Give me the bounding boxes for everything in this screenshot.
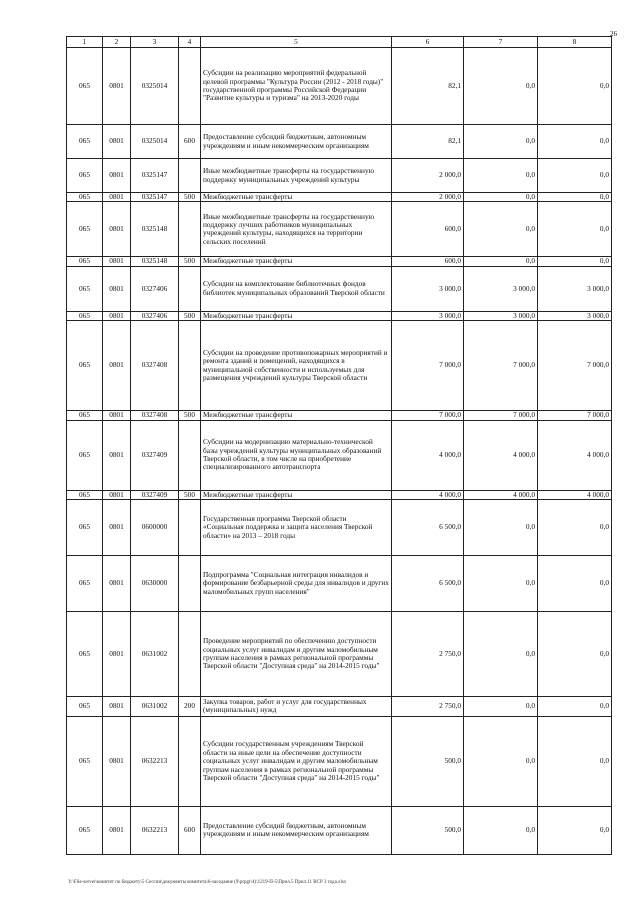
cell-v7: 0,0 bbox=[464, 125, 538, 159]
cell-c4: 200 bbox=[179, 696, 201, 716]
cell-v6: 500,0 bbox=[392, 806, 464, 854]
cell-c1: 065 bbox=[67, 806, 103, 854]
cell-v7: 7 000,0 bbox=[464, 321, 538, 411]
table-row bbox=[67, 499, 612, 555]
cell-c4: 500 bbox=[179, 411, 201, 420]
cell-desc: Субсидии государственным учреждениям Тверской области на иные цели на обеспечение доступности социальных услуг инвалидам и другим маломобильным группам населения в рамках региональной программы Тверской области "Доступная среда" на 2014-2015 годы" bbox=[201, 716, 392, 806]
cell-c4: 500 bbox=[179, 257, 201, 266]
cell-c2: 0801 bbox=[103, 311, 131, 320]
cell-v8: 0,0 bbox=[538, 499, 612, 555]
cell-v7: 0,0 bbox=[464, 611, 538, 696]
cell-c1: 065 bbox=[67, 611, 103, 696]
header-row bbox=[67, 37, 612, 48]
cell-c2: 0801 bbox=[103, 193, 131, 202]
header-cell: 8 bbox=[538, 37, 612, 48]
cell-c3: 0325147 bbox=[131, 193, 179, 202]
header-cell: 2 bbox=[103, 37, 131, 48]
cell-c1: 065 bbox=[67, 696, 103, 716]
cell-c3: 0327408 bbox=[131, 321, 179, 411]
cell-c1: 065 bbox=[67, 321, 103, 411]
cell-c3: 0327408 bbox=[131, 411, 179, 420]
header-cell: 5 bbox=[201, 37, 392, 48]
cell-c2: 0801 bbox=[103, 420, 131, 490]
cell-c4 bbox=[179, 555, 201, 611]
cell-c2: 0801 bbox=[103, 806, 131, 854]
cell-v8: 0,0 bbox=[538, 555, 612, 611]
cell-c2: 0801 bbox=[103, 159, 131, 193]
table-row bbox=[67, 555, 612, 611]
cell-v6: 500,0 bbox=[392, 716, 464, 806]
cell-c4 bbox=[179, 266, 201, 311]
table-row bbox=[67, 257, 612, 266]
cell-c2: 0801 bbox=[103, 48, 131, 125]
cell-c4 bbox=[179, 420, 201, 490]
cell-c4: 500 bbox=[179, 193, 201, 202]
cell-c4 bbox=[179, 499, 201, 555]
cell-c1: 065 bbox=[67, 257, 103, 266]
cell-v7: 0,0 bbox=[464, 716, 538, 806]
cell-c2: 0801 bbox=[103, 499, 131, 555]
page-number: 26 bbox=[610, 30, 617, 38]
cell-desc: Субсидии на комплектование библиотечных фондов библиотек муниципальных образований Тверской области bbox=[201, 266, 392, 311]
table-row bbox=[67, 48, 612, 125]
cell-v6: 7 000,0 bbox=[392, 321, 464, 411]
cell-v6: 600,0 bbox=[392, 257, 464, 266]
cell-desc: Государственная программа Тверской области «Социальная поддержка и защита населения Тверской области» на 2013 – 2018 годы bbox=[201, 499, 392, 555]
cell-v6: 7 000,0 bbox=[392, 411, 464, 420]
cell-v8: 0,0 bbox=[538, 48, 612, 125]
cell-v7: 4 000,0 bbox=[464, 490, 538, 499]
cell-c1: 065 bbox=[67, 716, 103, 806]
cell-v7: 0,0 bbox=[464, 159, 538, 193]
cell-desc: Межбюджетные трансферты bbox=[201, 490, 392, 499]
cell-v8: 3 000,0 bbox=[538, 266, 612, 311]
cell-c3: 0630000 bbox=[131, 555, 179, 611]
cell-c1: 065 bbox=[67, 125, 103, 159]
file-path-footer: Y:\File-server\комитет по бюджету\5 Сессии\документы комитета\6-заседание (9\prpgr\4)\1219-П-5\Прил.5 Прил.11 ВСР 3 года.xlsx bbox=[68, 880, 347, 885]
cell-v6: 82,1 bbox=[392, 48, 464, 125]
cell-desc: Иные межбюджетные трансферты на государственную поддержку лучших работников муниципальных учреждений культуры, находящихся на территории сельских поселений bbox=[201, 202, 392, 257]
cell-c2: 0801 bbox=[103, 696, 131, 716]
table-row bbox=[67, 420, 612, 490]
cell-c1: 065 bbox=[67, 193, 103, 202]
cell-c2: 0801 bbox=[103, 202, 131, 257]
cell-v8: 0,0 bbox=[538, 125, 612, 159]
cell-c2: 0801 bbox=[103, 257, 131, 266]
cell-v8: 7 000,0 bbox=[538, 411, 612, 420]
header-cell: 6 bbox=[392, 37, 464, 48]
cell-v7: 7 000,0 bbox=[464, 411, 538, 420]
cell-c3: 0325148 bbox=[131, 202, 179, 257]
cell-c1: 065 bbox=[67, 266, 103, 311]
cell-c4 bbox=[179, 48, 201, 125]
table-row bbox=[67, 490, 612, 499]
cell-v8: 0,0 bbox=[538, 193, 612, 202]
cell-c4 bbox=[179, 321, 201, 411]
cell-c3: 0325014 bbox=[131, 125, 179, 159]
cell-desc: Межбюджетные трансферты bbox=[201, 193, 392, 202]
table-row bbox=[67, 193, 612, 202]
table-row bbox=[67, 716, 612, 806]
cell-desc: Предоставление субсидий бюджетным, автономным учреждениям и иным некоммерческим организациям bbox=[201, 125, 392, 159]
cell-desc: Иные межбюджетные трансферты на государственную поддержку муниципальных учреждений культуры bbox=[201, 159, 392, 193]
cell-v6: 82,1 bbox=[392, 125, 464, 159]
cell-c4: 500 bbox=[179, 490, 201, 499]
table-row bbox=[67, 806, 612, 854]
cell-c2: 0801 bbox=[103, 266, 131, 311]
cell-c3: 0327409 bbox=[131, 490, 179, 499]
table-row bbox=[67, 125, 612, 159]
cell-c3: 0632213 bbox=[131, 806, 179, 854]
cell-v6: 4 000,0 bbox=[392, 420, 464, 490]
cell-c3: 0631002 bbox=[131, 696, 179, 716]
cell-v8: 0,0 bbox=[538, 611, 612, 696]
cell-desc: Межбюджетные трансферты bbox=[201, 311, 392, 320]
cell-v8: 4 000,0 bbox=[538, 490, 612, 499]
cell-v7: 0,0 bbox=[464, 555, 538, 611]
cell-c4 bbox=[179, 611, 201, 696]
cell-desc: Субсидии на модернизацию материально-технической базы учреждений культуры муниципальных образований Тверской области, в том числе на приобретение специализированного автотранспорта bbox=[201, 420, 392, 490]
cell-v7: 3 000,0 bbox=[464, 266, 538, 311]
cell-v8: 0,0 bbox=[538, 696, 612, 716]
cell-desc: Субсидии на реализацию мероприятий федеральной целевой программы "Культура России (2012 - 2018 годы)" государственной программы Российской Федерации "Развитие культуры и туризма" на 2013-2020 годы bbox=[201, 48, 392, 125]
table-row bbox=[67, 266, 612, 311]
cell-v7: 0,0 bbox=[464, 48, 538, 125]
cell-v8: 0,0 bbox=[538, 716, 612, 806]
cell-v7: 3 000,0 bbox=[464, 311, 538, 320]
cell-v6: 2 750,0 bbox=[392, 696, 464, 716]
cell-c4 bbox=[179, 716, 201, 806]
cell-v6: 6 500,0 bbox=[392, 499, 464, 555]
cell-c3: 0632213 bbox=[131, 716, 179, 806]
cell-v8: 0,0 bbox=[538, 806, 612, 854]
cell-v7: 4 000,0 bbox=[464, 420, 538, 490]
cell-v7: 0,0 bbox=[464, 696, 538, 716]
table-row bbox=[67, 159, 612, 193]
cell-c1: 065 bbox=[67, 48, 103, 125]
cell-c2: 0801 bbox=[103, 490, 131, 499]
cell-desc: Предоставление субсидий бюджетным, автономным учреждениям и иным некоммерческим организациям bbox=[201, 806, 392, 854]
header-cell: 7 bbox=[464, 37, 538, 48]
cell-c2: 0801 bbox=[103, 555, 131, 611]
cell-v8: 3 000,0 bbox=[538, 311, 612, 320]
cell-c4: 500 bbox=[179, 311, 201, 320]
cell-c1: 065 bbox=[67, 490, 103, 499]
cell-c2: 0801 bbox=[103, 411, 131, 420]
cell-c3: 0325148 bbox=[131, 257, 179, 266]
cell-c3: 0600000 bbox=[131, 499, 179, 555]
cell-c1: 065 bbox=[67, 159, 103, 193]
cell-v6: 2 000,0 bbox=[392, 159, 464, 193]
cell-c1: 065 bbox=[67, 499, 103, 555]
cell-c3: 0327406 bbox=[131, 266, 179, 311]
cell-c4: 600 bbox=[179, 806, 201, 854]
header-cell: 3 bbox=[131, 37, 179, 48]
cell-v7: 0,0 bbox=[464, 806, 538, 854]
cell-c4: 600 bbox=[179, 125, 201, 159]
table-row bbox=[67, 411, 612, 420]
cell-v6: 2 000,0 bbox=[392, 193, 464, 202]
cell-desc: Проведение мероприятий по обеспечению доступности социальных услуг инвалидам и другим маломобильным группам населения в рамках региональной программы Тверской области "Доступная среда" на 2014-2015 годы" bbox=[201, 611, 392, 696]
cell-c1: 065 bbox=[67, 411, 103, 420]
cell-v7: 0,0 bbox=[464, 202, 538, 257]
header-cell: 4 bbox=[179, 37, 201, 48]
table-row bbox=[67, 611, 612, 696]
cell-desc: Межбюджетные трансферты bbox=[201, 257, 392, 266]
cell-c3: 0327406 bbox=[131, 311, 179, 320]
budget-table bbox=[66, 36, 612, 855]
cell-v6: 2 750,0 bbox=[392, 611, 464, 696]
cell-c3: 0325014 bbox=[131, 48, 179, 125]
cell-v8: 7 000,0 bbox=[538, 321, 612, 411]
cell-v6: 3 000,0 bbox=[392, 266, 464, 311]
cell-v7: 0,0 bbox=[464, 193, 538, 202]
cell-v7: 0,0 bbox=[464, 257, 538, 266]
table-body bbox=[67, 37, 612, 855]
cell-desc: Закупка товаров, работ и услуг для государственных (муниципальных) нужд bbox=[201, 696, 392, 716]
cell-c4 bbox=[179, 159, 201, 193]
cell-v8: 4 000,0 bbox=[538, 420, 612, 490]
cell-c4 bbox=[179, 202, 201, 257]
cell-v6: 6 500,0 bbox=[392, 555, 464, 611]
cell-c1: 065 bbox=[67, 555, 103, 611]
cell-c2: 0801 bbox=[103, 611, 131, 696]
cell-v8: 0,0 bbox=[538, 257, 612, 266]
cell-v7: 0,0 bbox=[464, 499, 538, 555]
table-row bbox=[67, 311, 612, 320]
cell-c1: 065 bbox=[67, 202, 103, 257]
cell-c3: 0325147 bbox=[131, 159, 179, 193]
table-row bbox=[67, 202, 612, 257]
cell-desc: Межбюджетные трансферты bbox=[201, 411, 392, 420]
cell-v6: 600,0 bbox=[392, 202, 464, 257]
cell-v8: 0,0 bbox=[538, 202, 612, 257]
table-row bbox=[67, 696, 612, 716]
cell-c1: 065 bbox=[67, 420, 103, 490]
cell-v6: 4 000,0 bbox=[392, 490, 464, 499]
cell-c2: 0801 bbox=[103, 321, 131, 411]
cell-c1: 065 bbox=[67, 311, 103, 320]
cell-c2: 0801 bbox=[103, 125, 131, 159]
cell-desc: Субсидии на проведение противопожарных мероприятий и ремонта зданий и помещений, находящихся в муниципальной собственности и используемых для размещения учреждений культуры Тверской области bbox=[201, 321, 392, 411]
cell-v6: 3 000,0 bbox=[392, 311, 464, 320]
header-cell: 1 bbox=[67, 37, 103, 48]
cell-c3: 0631002 bbox=[131, 611, 179, 696]
cell-v8: 0,0 bbox=[538, 159, 612, 193]
cell-c3: 0327409 bbox=[131, 420, 179, 490]
table-row bbox=[67, 321, 612, 411]
cell-c2: 0801 bbox=[103, 716, 131, 806]
cell-desc: Подпрограмма "Социальная интеграция инвалидов и формирование безбарьерной среды для инвалидов и других маломобильных групп населения" bbox=[201, 555, 392, 611]
